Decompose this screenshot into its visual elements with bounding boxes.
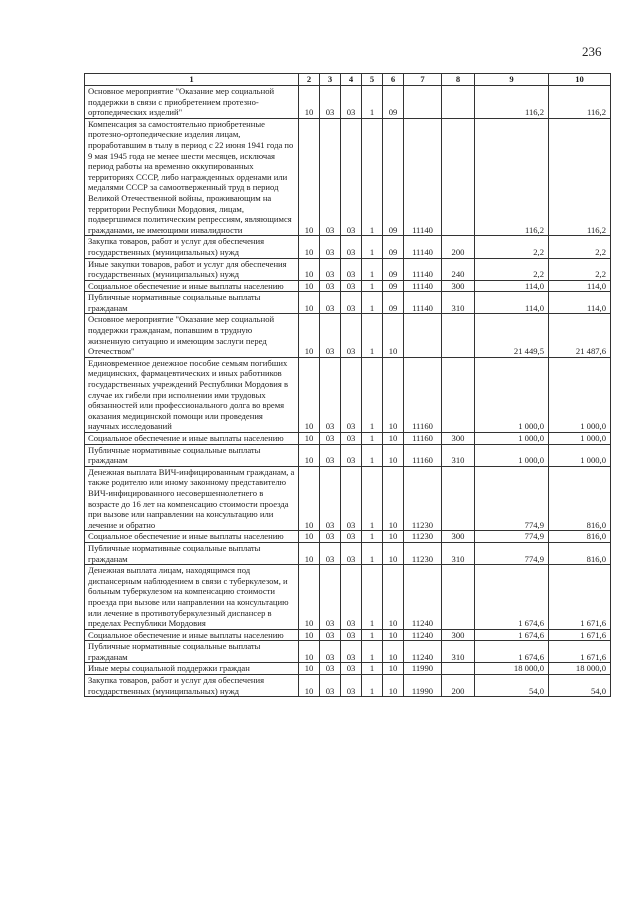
- amount-year-2-cell: 116,2: [549, 118, 611, 236]
- row-name-cell: Основное мероприятие "Оказание мер социальной поддержки гражданам, попавшим в трудную жизненную ситуацию и имеющим заслуги перед Отечеством": [85, 314, 299, 357]
- code-direction-cell: 11160: [404, 357, 442, 432]
- code-subprogram-cell: 1: [362, 280, 383, 292]
- code-subprogram-cell: 1: [362, 663, 383, 675]
- amount-year-1-cell: 114,0: [475, 280, 549, 292]
- code-subsection-cell: 03: [320, 236, 341, 258]
- code-direction-cell: 11240: [404, 641, 442, 663]
- code-direction-cell: 11140: [404, 280, 442, 292]
- code-event-cell: 10: [383, 629, 404, 641]
- code-subprogram-cell: 1: [362, 565, 383, 630]
- column-header: 7: [404, 74, 442, 86]
- row-name-cell: Единовременное денежное пособие семьям погибших медицинских, фармацевтических и иных работников государственных учреждений Республики Мордовия в случае их гибели при исполнении ими трудовых обязанностей или профессионального долга во время оказания медицинской помощи или проведения научных исследований: [85, 357, 299, 432]
- column-header: 5: [362, 74, 383, 86]
- code-expense-type-cell: 310: [442, 641, 475, 663]
- code-subprogram-cell: 1: [362, 433, 383, 445]
- code-subsection-cell: 03: [320, 542, 341, 564]
- amount-year-1-cell: 21 449,5: [475, 314, 549, 357]
- table-row: [85, 236, 611, 258]
- code-subsection-cell: 03: [320, 280, 341, 292]
- code-subsection-cell: 03: [320, 466, 341, 531]
- row-name-cell: Иные закупки товаров, работ и услуг для обеспечения государственных (муниципальных) нужд: [85, 258, 299, 280]
- code-expense-type-cell: 240: [442, 258, 475, 280]
- code-program-cell: 03: [341, 565, 362, 630]
- code-subsection-cell: 03: [320, 292, 341, 314]
- code-direction-cell: 11160: [404, 444, 442, 466]
- amount-year-2-cell: 2,2: [549, 258, 611, 280]
- code-subprogram-cell: 1: [362, 314, 383, 357]
- code-section-cell: 10: [299, 663, 320, 675]
- page-number: 236: [582, 44, 602, 59]
- code-subprogram-cell: 1: [362, 236, 383, 258]
- code-expense-type-cell: [442, 314, 475, 357]
- code-direction-cell: 11140: [404, 118, 442, 236]
- amount-year-2-cell: 1 000,0: [549, 357, 611, 432]
- table-row: [85, 565, 611, 630]
- amount-year-2-cell: 54,0: [549, 675, 611, 697]
- code-event-cell: 10: [383, 675, 404, 697]
- code-section-cell: 10: [299, 641, 320, 663]
- table-row: [85, 292, 611, 314]
- table-row: [85, 118, 611, 236]
- code-subsection-cell: 03: [320, 357, 341, 432]
- code-subsection-cell: 03: [320, 565, 341, 630]
- code-subprogram-cell: 1: [362, 466, 383, 531]
- code-direction-cell: 11160: [404, 433, 442, 445]
- amount-year-2-cell: 1 671,6: [549, 565, 611, 630]
- code-event-cell: 10: [383, 663, 404, 675]
- code-expense-type-cell: 300: [442, 531, 475, 543]
- code-section-cell: 10: [299, 236, 320, 258]
- code-subprogram-cell: 1: [362, 641, 383, 663]
- code-program-cell: 03: [341, 641, 362, 663]
- amount-year-2-cell: 114,0: [549, 292, 611, 314]
- code-subprogram-cell: 1: [362, 118, 383, 236]
- code-subprogram-cell: 1: [362, 629, 383, 641]
- table-row: [85, 86, 611, 119]
- table-row: [85, 641, 611, 663]
- table-row: [85, 531, 611, 543]
- amount-year-2-cell: 816,0: [549, 466, 611, 531]
- code-direction-cell: 11990: [404, 663, 442, 675]
- column-header: 8: [442, 74, 475, 86]
- table-row: [85, 357, 611, 432]
- amount-year-2-cell: 816,0: [549, 542, 611, 564]
- code-subprogram-cell: 1: [362, 444, 383, 466]
- code-program-cell: 03: [341, 292, 362, 314]
- row-name-cell: Основное мероприятие "Оказание мер социальной поддержки в связи с приобретением протезно-ортопедических изделий": [85, 86, 299, 119]
- table-row: [85, 258, 611, 280]
- code-direction-cell: [404, 86, 442, 119]
- code-subsection-cell: 03: [320, 531, 341, 543]
- table-row: [85, 675, 611, 697]
- code-section-cell: 10: [299, 314, 320, 357]
- code-subprogram-cell: 1: [362, 86, 383, 119]
- table-row: [85, 542, 611, 564]
- code-expense-type-cell: 310: [442, 292, 475, 314]
- code-section-cell: 10: [299, 531, 320, 543]
- header-row: [85, 74, 611, 86]
- code-subprogram-cell: 1: [362, 292, 383, 314]
- code-direction-cell: 11140: [404, 236, 442, 258]
- code-direction-cell: 11140: [404, 258, 442, 280]
- code-subprogram-cell: 1: [362, 258, 383, 280]
- column-header: 4: [341, 74, 362, 86]
- code-section-cell: 10: [299, 433, 320, 445]
- code-subprogram-cell: 1: [362, 531, 383, 543]
- code-direction-cell: 11230: [404, 542, 442, 564]
- code-program-cell: 03: [341, 629, 362, 641]
- code-event-cell: 09: [383, 280, 404, 292]
- code-direction-cell: 11230: [404, 531, 442, 543]
- code-event-cell: 10: [383, 314, 404, 357]
- code-program-cell: 03: [341, 118, 362, 236]
- table-body: [85, 86, 611, 697]
- code-expense-type-cell: [442, 357, 475, 432]
- code-subsection-cell: 03: [320, 433, 341, 445]
- code-subsection-cell: 03: [320, 641, 341, 663]
- amount-year-1-cell: 116,2: [475, 86, 549, 119]
- amount-year-2-cell: 1 000,0: [549, 433, 611, 445]
- column-header: 10: [549, 74, 611, 86]
- code-subsection-cell: 03: [320, 86, 341, 119]
- amount-year-1-cell: 116,2: [475, 118, 549, 236]
- code-section-cell: 10: [299, 629, 320, 641]
- row-name-cell: Денежная выплата лицам, находящимся под диспансерным наблюдением в связи с туберкулезом, и больным туберкулезом на компенсацию стоимости проезда при вызове или направлении на консультацию или лечение в противотуберкулезный диспансер в пределах Республики Мордовия: [85, 565, 299, 630]
- code-event-cell: 09: [383, 292, 404, 314]
- code-section-cell: 10: [299, 565, 320, 630]
- amount-year-2-cell: 1 671,6: [549, 641, 611, 663]
- amount-year-2-cell: 2,2: [549, 236, 611, 258]
- row-name-cell: Социальное обеспечение и иные выплаты населению: [85, 433, 299, 445]
- code-expense-type-cell: 310: [442, 444, 475, 466]
- code-event-cell: 10: [383, 444, 404, 466]
- code-program-cell: 03: [341, 663, 362, 675]
- code-direction-cell: [404, 314, 442, 357]
- code-direction-cell: 11230: [404, 466, 442, 531]
- code-expense-type-cell: 200: [442, 675, 475, 697]
- amount-year-1-cell: 2,2: [475, 236, 549, 258]
- code-program-cell: 03: [341, 466, 362, 531]
- table-row: [85, 444, 611, 466]
- column-header: 2: [299, 74, 320, 86]
- row-name-cell: Социальное обеспечение и иные выплаты населению: [85, 629, 299, 641]
- code-event-cell: 10: [383, 466, 404, 531]
- amount-year-1-cell: 54,0: [475, 675, 549, 697]
- code-subsection-cell: 03: [320, 258, 341, 280]
- row-name-cell: Иные меры социальной поддержки граждан: [85, 663, 299, 675]
- amount-year-2-cell: 21 487,6: [549, 314, 611, 357]
- row-name-cell: Социальное обеспечение и иные выплаты населению: [85, 531, 299, 543]
- code-expense-type-cell: [442, 118, 475, 236]
- code-program-cell: 03: [341, 357, 362, 432]
- amount-year-1-cell: 1 000,0: [475, 357, 549, 432]
- code-subsection-cell: 03: [320, 663, 341, 675]
- code-subsection-cell: 03: [320, 118, 341, 236]
- code-subsection-cell: 03: [320, 675, 341, 697]
- code-section-cell: 10: [299, 675, 320, 697]
- row-name-cell: Публичные нормативные социальные выплаты гражданам: [85, 542, 299, 564]
- code-expense-type-cell: [442, 86, 475, 119]
- amount-year-1-cell: 1 674,6: [475, 629, 549, 641]
- code-program-cell: 03: [341, 531, 362, 543]
- code-subprogram-cell: 1: [362, 675, 383, 697]
- table-row: [85, 466, 611, 531]
- amount-year-1-cell: 114,0: [475, 292, 549, 314]
- code-direction-cell: 11240: [404, 629, 442, 641]
- code-subsection-cell: 03: [320, 444, 341, 466]
- code-direction-cell: 11990: [404, 675, 442, 697]
- code-program-cell: 03: [341, 236, 362, 258]
- code-expense-type-cell: [442, 466, 475, 531]
- code-subsection-cell: 03: [320, 314, 341, 357]
- code-event-cell: 09: [383, 86, 404, 119]
- code-event-cell: 09: [383, 258, 404, 280]
- code-event-cell: 10: [383, 357, 404, 432]
- code-program-cell: 03: [341, 280, 362, 292]
- code-expense-type-cell: 200: [442, 236, 475, 258]
- code-program-cell: 03: [341, 444, 362, 466]
- amount-year-2-cell: 1 671,6: [549, 629, 611, 641]
- code-program-cell: 03: [341, 675, 362, 697]
- code-section-cell: 10: [299, 258, 320, 280]
- code-subsection-cell: 03: [320, 629, 341, 641]
- amount-year-1-cell: 774,9: [475, 542, 549, 564]
- code-section-cell: 10: [299, 280, 320, 292]
- table-row: [85, 663, 611, 675]
- amount-year-1-cell: 774,9: [475, 466, 549, 531]
- amount-year-1-cell: 1 000,0: [475, 444, 549, 466]
- code-section-cell: 10: [299, 86, 320, 119]
- code-program-cell: 03: [341, 542, 362, 564]
- code-event-cell: 10: [383, 641, 404, 663]
- code-expense-type-cell: 310: [442, 542, 475, 564]
- row-name-cell: Социальное обеспечение и иные выплаты населению: [85, 280, 299, 292]
- code-event-cell: 09: [383, 118, 404, 236]
- code-program-cell: 03: [341, 314, 362, 357]
- code-direction-cell: 11140: [404, 292, 442, 314]
- amount-year-2-cell: 114,0: [549, 280, 611, 292]
- row-name-cell: Денежная выплата ВИЧ-инфицированным гражданам, а также родителю или иному законному представителю ВИЧ-инфицированного несовершеннолетнего в возрасте до 16 лет на компенсацию стоимости проезда при вызове или направлении на консультацию или лечение и обратно: [85, 466, 299, 531]
- code-section-cell: 10: [299, 357, 320, 432]
- table-row: [85, 433, 611, 445]
- code-event-cell: 10: [383, 433, 404, 445]
- column-header: 9: [475, 74, 549, 86]
- table-row: [85, 280, 611, 292]
- code-event-cell: 10: [383, 565, 404, 630]
- amount-year-1-cell: 1 674,6: [475, 641, 549, 663]
- code-expense-type-cell: [442, 663, 475, 675]
- row-name-cell: Закупка товаров, работ и услуг для обеспечения государственных (муниципальных) нужд: [85, 675, 299, 697]
- row-name-cell: Публичные нормативные социальные выплаты гражданам: [85, 292, 299, 314]
- amount-year-1-cell: 2,2: [475, 258, 549, 280]
- code-section-cell: 10: [299, 118, 320, 236]
- code-expense-type-cell: 300: [442, 280, 475, 292]
- amount-year-1-cell: 1 000,0: [475, 433, 549, 445]
- row-name-cell: Публичные нормативные социальные выплаты гражданам: [85, 641, 299, 663]
- code-expense-type-cell: [442, 565, 475, 630]
- column-header: 1: [85, 74, 299, 86]
- amount-year-1-cell: 1 674,6: [475, 565, 549, 630]
- code-program-cell: 03: [341, 258, 362, 280]
- amount-year-2-cell: 116,2: [549, 86, 611, 119]
- code-event-cell: 10: [383, 542, 404, 564]
- amount-year-2-cell: 816,0: [549, 531, 611, 543]
- code-section-cell: 10: [299, 292, 320, 314]
- code-expense-type-cell: 300: [442, 629, 475, 641]
- column-header: 6: [383, 74, 404, 86]
- code-program-cell: 03: [341, 433, 362, 445]
- budget-table: [84, 73, 611, 697]
- code-program-cell: 03: [341, 86, 362, 119]
- row-name-cell: Компенсация за самостоятельно приобретенные протезно-ортопедические изделия лицам, проработавшим в тылу в период с 22 июня 1941 года по 9 мая 1945 года не менее шести месяцев, исключая период работы на временно оккупированных территориях СССР, либо награжденных орденами или медалями СССР за самоотверженный труд в период Великой Отечественной войны, проживающим на территории Республики Мордовия, лицам, подвергшимся политическим репрессиям, являющимся гражданами, не имеющими инвалидности: [85, 118, 299, 236]
- row-name-cell: Публичные нормативные социальные выплаты гражданам: [85, 444, 299, 466]
- code-section-cell: 10: [299, 466, 320, 531]
- code-section-cell: 10: [299, 542, 320, 564]
- code-subprogram-cell: 1: [362, 542, 383, 564]
- row-name-cell: Закупка товаров, работ и услуг для обеспечения государственных (муниципальных) нужд: [85, 236, 299, 258]
- amount-year-1-cell: 18 000,0: [475, 663, 549, 675]
- amount-year-2-cell: 18 000,0: [549, 663, 611, 675]
- column-header: 3: [320, 74, 341, 86]
- code-event-cell: 10: [383, 531, 404, 543]
- code-subprogram-cell: 1: [362, 357, 383, 432]
- code-section-cell: 10: [299, 444, 320, 466]
- table-row: [85, 629, 611, 641]
- amount-year-1-cell: 774,9: [475, 531, 549, 543]
- table-row: [85, 314, 611, 357]
- code-expense-type-cell: 300: [442, 433, 475, 445]
- amount-year-2-cell: 1 000,0: [549, 444, 611, 466]
- code-event-cell: 09: [383, 236, 404, 258]
- code-direction-cell: 11240: [404, 565, 442, 630]
